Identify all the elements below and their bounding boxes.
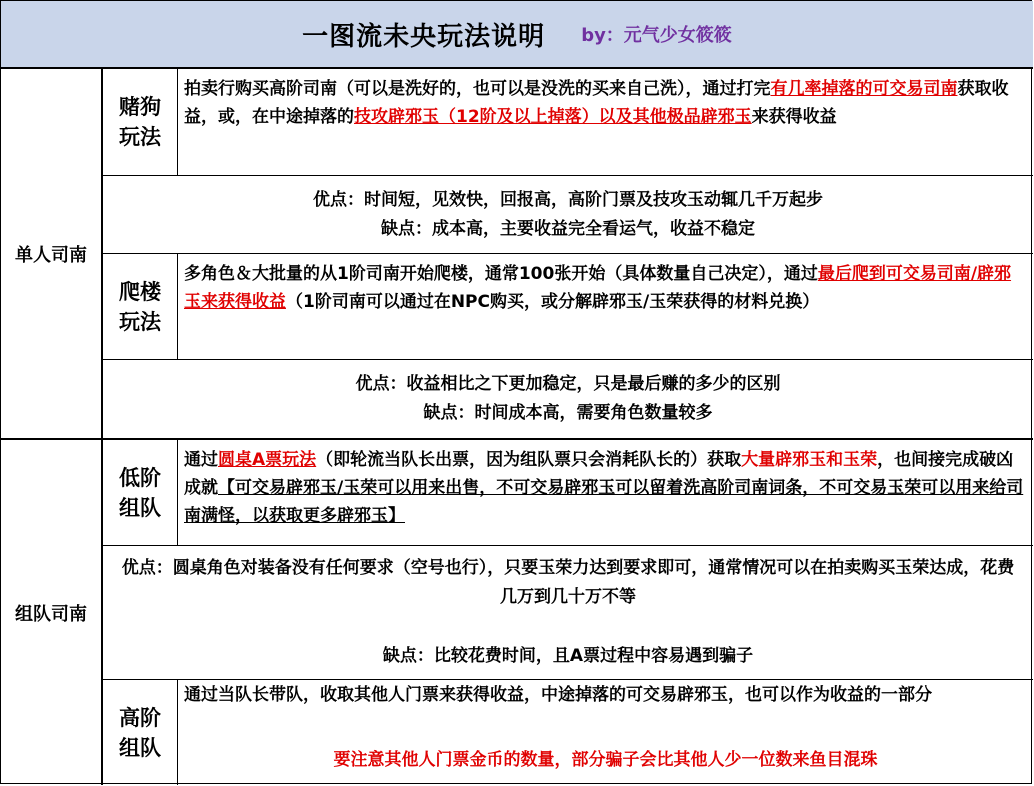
category-single [1,69,101,438]
category-single-label: 单人司南 [15,244,87,266]
high-team-warning-box [178,738,1033,782]
climb-pros: 优点：收益相比之下更加稳定，只是最后赚的多少的区别 [355,374,781,394]
low-team-label-line1: 低阶 [119,465,161,490]
gamble-description [178,69,1033,175]
high-team-description [178,680,1033,738]
gamble-desc-text: 拍卖行购买高阶司南（可以是洗好的，也可以是没洗的买来自己洗），通过打完 [184,79,771,99]
high-team-warning: 要注意其他人门票金币的数量，部分骗子会比其他人少一位数来鱼目混珠 [333,749,878,770]
climb-desc-highlight: 最后爬到可交易司南/辟邪玉来获得收益 [184,264,1012,312]
climb-desc-text: （1阶司南可以通过在NPC购买，或分解辟邪玉/玉荣获得的材料兑换） [286,292,820,312]
low-team-description [178,440,1033,545]
low-team-desc-text: （即轮流当队长出票，因为组队票只会消耗队长的）获取 [316,450,742,470]
low-team-pros: 优点：圆桌角色对装备没有任何要求（空号也行），只要玉荣力达到要求即可，通常情况可以在拍卖购买玉荣达成，花费几万到几十万不等 [121,558,1015,607]
low-team-pros-cons [103,546,1033,679]
climb-label [103,254,177,359]
climb-pros-cons [103,360,1033,438]
gamble-desc-highlight: 技攻辟邪玉（12阶及以上掉落）以及其他极品辟邪玉 [354,107,752,127]
low-team-desc-text: 通过 [184,450,218,470]
gamble-pros-cons [103,176,1033,253]
gamble-desc-highlight: 有几率掉落的可交易司南 [770,79,958,99]
category-team-label: 组队司南 [15,603,87,625]
high-team-label [103,680,177,785]
gamble-cons: 缺点：成本高，主要收益完全看运气，收益不稳定 [381,218,755,239]
spacer [121,612,1015,642]
low-team-desc-highlight: 圆桌A票玩法 [218,450,317,470]
high-team-label-line2: 组队 [119,735,161,760]
gamble-desc-text: 来获得收益 [751,107,837,127]
gamble-label-line1: 赌狗 [119,95,161,119]
low-team-cons: 缺点：比较花费时间，且A票过程中容易遇到骗子 [382,646,754,666]
gamble-pros: 优点：时间短，见效快，回报高，高阶门票及技攻玉动辄几千万起步 [313,189,823,210]
climb-label-line2: 玩法 [119,309,161,334]
climb-desc-text: 多角色＆大批量的从1阶司南开始爬楼，通常100张开始（具体数量自己决定），通过 [184,264,818,284]
gamble-label-line2: 玩法 [119,125,161,149]
high-team-desc-text: 通过当队长带队，收取其他人门票来获得收益，中途掉落的可交易辟邪玉，也可以作为收益的一部分 [184,685,932,705]
low-team-desc-note: 【可交易辟邪玉/玉荣可以用来出售，不可交易辟邪玉可以留着洗高阶司南词条，不可交易玉荣可以用来给司南满怪，以获取更多辟邪玉】 [184,478,1024,526]
gamble-label [103,69,177,175]
low-team-desc-text: ，也间接完成破凶成就 [184,450,1014,498]
category-team [1,440,101,785]
climb-cons: 缺点：时间成本高，需要角色数量较多 [423,403,713,423]
low-team-label-line2: 组队 [119,495,161,520]
high-team-label-line1: 高阶 [119,705,161,730]
climb-label-line1: 爬楼 [119,279,161,304]
gamble-desc-text: 获取收益，或，在中途掉落的 [184,79,1009,127]
climb-description [178,254,1033,359]
author-credit: by：元气少女筱筱 [581,25,732,46]
low-team-desc-highlight: 大量辟邪玉和玉荣 [741,450,878,470]
title-bar [1,1,1033,69]
page-title: 一图流未央玩法说明 [302,21,546,52]
low-team-label [103,440,177,545]
